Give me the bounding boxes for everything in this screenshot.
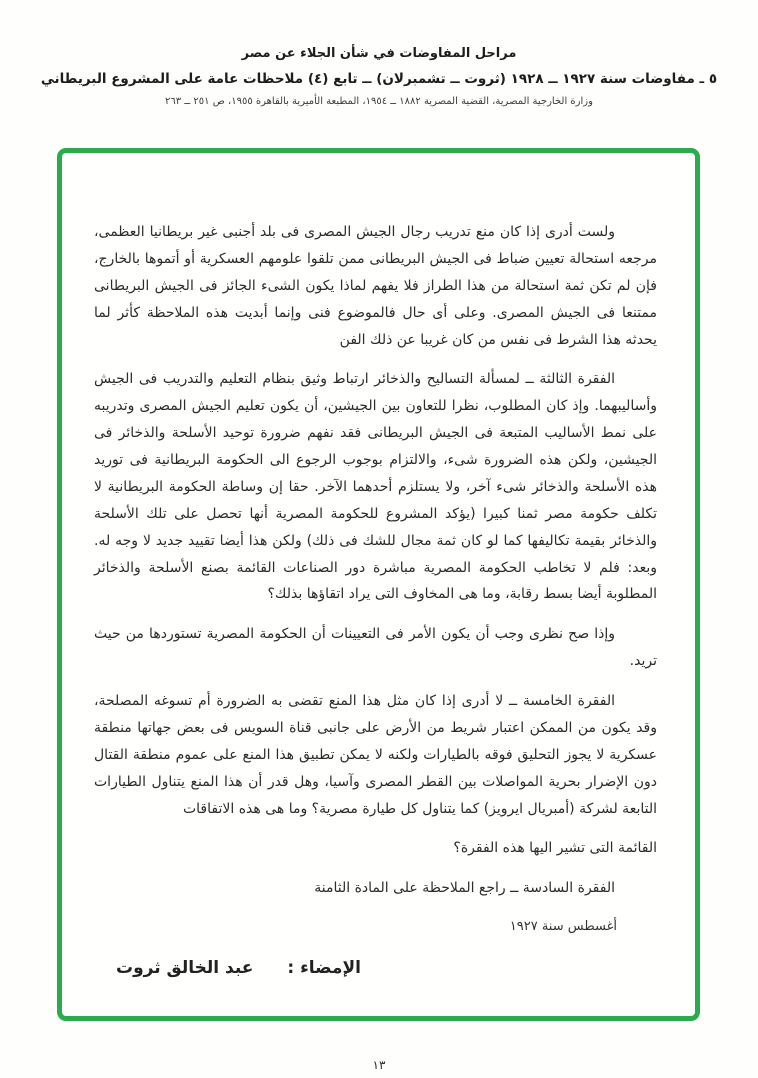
- page-title: مراحل المفاوضات في شأن الجلاء عن مصر: [241, 46, 517, 61]
- scanned-document-frame: [57, 148, 700, 1021]
- date-line: أغسطس سنة ١٩٢٧: [509, 919, 617, 935]
- body-paragraph-2: الفقرة الثالثة ــ لمسألة التساليح والذخائر ارتباط وثيق بنظام التعليم والتدريب فى الجيش وأساليبهما. وإذ كان المطلوب، نظرا للتعاون بين الجيشين، أن يكون تعليم الجيش المصرى وتدريبه على نمط الأساليب المتبعة فى الجيش البريطانى فقد نفهم ضرورة توحيد الأسلحة والذخائر فى الجيشين، ولكن هذه الضرورة شىء، والالتزام بوجوب الرجوع الى الحكومة البريطانية فى توريد هذه الأسلحة والذخائر شىء آخر، ولا يستلزم أحدهما الآخر. حقا إن وساطة الحكومة البريطانية لا تكلف حكومة مصر ثمنا كبيرا (يؤكد المشروع للحكومة المصرية أنها تحصل على تلك الأسلحة والذخائر بقيمة تكاليفها كما لو كان ثمة مجال للشك فى ذلك) ولكن هذا أيضا تقييد جديد لا وجه له. وبعد: فلم لا تخاطب الحكومة المصرية مباشرة دور الصناعات القائمة بصنع الأسلحة والذخائر المطلوبة أيضا بسط رقابة، وما هى المخاوف التى يراد اتقاؤها بذلك؟: [94, 371, 657, 603]
- page-header: [0, 46, 758, 107]
- signature-name: عبد الخالق ثروت: [116, 958, 254, 979]
- body-paragraph-1: ولست أدرى إذا كان منع تدريب رجال الجيش المصرى فى بلد أجنبى غير بريطانيا العظمى، مرجعه استحالة تعيين ضباط فى الجيش البريطانى ممن تلقوا علومهم العسكرية أو أتموها بالخارج، فإن لم تكن ثمة استحالة من هذا الطراز فلا يفهم لماذا يكون الشىء الجائز فى الجيش البريطانى ممتنعا فى الجيش المصرى. وعلى أى حال فالموضوع فنى وإنما أبديت هذه الملاحظة كأثر لما يحدثه هذا الشرط فى نفس من كان غريبا عن ذلك الفن: [94, 224, 657, 348]
- source-citation: وزارة الخارجية المصرية، القضية المصرية ١٨٨٢ ــ ١٩٥٤، المطبعة الأميرية بالقاهرة ١٩٥٥، ص ٢٥١ ــ ٢٦٣: [165, 96, 593, 107]
- body-paragraph-3: وإذا صح نظرى وجب أن يكون الأمر فى التعيينات أن الحكومة المصرية تستوردها من حيث تريد.: [94, 626, 657, 670]
- body-paragraph-6: الفقرة السادسة ــ راجع الملاحظة على المادة الثامنة: [314, 880, 615, 897]
- page-subtitle: ٥ ـ مفاوضات سنة ١٩٢٧ ــ ١٩٢٨ (ثروت ــ تشمبرلان) ــ تابع (٤) ملاحظات عامة على المشروع البريطاني: [40, 71, 718, 87]
- signature-label: الإمضاء :: [287, 958, 361, 979]
- page-footer: [0, 1058, 758, 1072]
- signature-block: [94, 952, 657, 985]
- body-paragraph-5: القائمة التى تشير اليها هذه الفقرة؟: [453, 840, 657, 857]
- body-paragraph-4: الفقرة الخامسة ــ لا أدرى إذا كان مثل هذا المنع تقضى به الضرورة أم تسوغه المصلحة، وقد يكون من الممكن اعتبار شريط من الأرض على جانبى قناة السويس فى بعض جهاتها منطقة عسكرية لا يجوز التحليق فوقه بالطيارات ولكنه لا يمكن تطبيق هذا المنع على عموم منطقة القتال دون الإضرار بحرية المواصلات بين القطر المصرى وآسيا، وهل قدر أن هذا المنع يتناول الطيارات التابعة لشركة (أمبريال ايرويز) كما يتناول كل طيارة مصرية؟ وما هى هذه الاتفاقات: [94, 693, 657, 817]
- page-number: ١٣: [372, 1058, 386, 1072]
- document-body: [62, 153, 695, 985]
